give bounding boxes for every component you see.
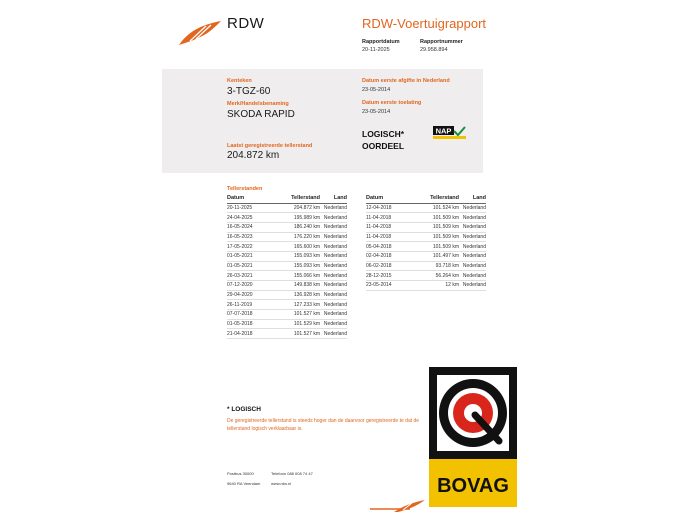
row-date: 16-05-2024 <box>227 222 273 232</box>
row-country: Nederland <box>320 251 347 261</box>
odometer-section-title: Tellerstanden <box>227 186 263 192</box>
row-country: Nederland <box>320 232 347 242</box>
row-date: 28-12-2015 <box>366 271 412 281</box>
address-phone: Telefoon 088 008 74 47 <box>271 471 313 476</box>
row-odometer: 204.872 km <box>273 203 320 213</box>
odometer-row <box>227 271 347 281</box>
verdict-line-1: LOGISCH* <box>362 129 405 139</box>
row-country: Nederland <box>320 222 347 232</box>
odometer-row <box>366 203 486 213</box>
odometer-row <box>227 261 347 271</box>
col-country-header: Land <box>320 194 347 203</box>
nap-logo-icon <box>433 126 466 139</box>
row-date: 01-05-2021 <box>227 251 273 261</box>
row-odometer: 195.989 km <box>273 213 320 223</box>
row-date: 16-05-2023 <box>227 232 273 242</box>
odometer-header-row <box>227 194 347 203</box>
row-country: Nederland <box>320 203 347 213</box>
row-date: 24-04-2025 <box>227 213 273 223</box>
odometer-row <box>366 261 486 271</box>
odometer-table-left <box>227 194 347 339</box>
report-date: 20-11-2025 <box>362 47 390 53</box>
verdict <box>362 128 404 152</box>
report-number: 29.958.894 <box>420 47 448 53</box>
row-odometer: 127.233 km <box>273 300 320 310</box>
row-date: 11-04-2018 <box>366 213 412 223</box>
row-odometer: 101.509 km <box>412 242 459 252</box>
row-date: 07-12-2020 <box>227 281 273 291</box>
report-title: RDW-Voertuigrapport <box>362 16 487 31</box>
row-country: Nederland <box>459 251 486 261</box>
odometer-row <box>227 310 347 320</box>
row-date: 07-07-2018 <box>227 310 273 320</box>
row-country: Nederland <box>320 300 347 310</box>
row-date: 06-02-2018 <box>366 261 412 271</box>
odometer-row <box>366 232 486 242</box>
odometer-rows-right <box>366 203 486 290</box>
rdw-footer-mark-icon <box>370 499 426 513</box>
odometer-row <box>227 213 347 223</box>
first-nl-label: Datum eerste afgifte in Nederland <box>362 78 450 84</box>
row-odometer: 165.600 km <box>273 242 320 252</box>
col-date-header: Datum <box>366 194 412 203</box>
make-label: Merk/Handelsbenaming <box>227 101 289 107</box>
row-date: 29-04-2020 <box>227 290 273 300</box>
odometer-row <box>366 251 486 261</box>
odometer-row <box>227 319 347 329</box>
row-country: Nederland <box>459 232 486 242</box>
row-odometer: 101.509 km <box>412 232 459 242</box>
row-country: Nederland <box>459 242 486 252</box>
row-odometer: 101.527 km <box>273 329 320 339</box>
row-odometer: 155.093 km <box>273 251 320 261</box>
odometer-row <box>366 242 486 252</box>
last-odometer-label: Laatst geregistreerde tellerstand <box>227 143 313 149</box>
address-line-2: 9640 RA Veendam <box>227 481 261 486</box>
col-date-header: Datum <box>227 194 273 203</box>
plate-value: 3-TGZ-60 <box>227 86 271 97</box>
row-country: Nederland <box>459 222 486 232</box>
brand-name: RDW <box>227 15 265 32</box>
row-country: Nederland <box>459 213 486 223</box>
row-odometer: 93.718 km <box>412 261 459 271</box>
row-odometer: 149.838 km <box>273 281 320 291</box>
odometer-row <box>366 281 486 291</box>
row-odometer: 101.527 km <box>273 310 320 320</box>
row-country: Nederland <box>320 329 347 339</box>
row-country: Nederland <box>320 281 347 291</box>
odometer-row <box>227 300 347 310</box>
row-odometer: 56.264 km <box>412 271 459 281</box>
row-country: Nederland <box>320 319 347 329</box>
report-date-label: Rapportdatum <box>362 39 400 45</box>
row-odometer: 101.509 km <box>412 222 459 232</box>
first-nl-value: 23-05-2014 <box>362 87 391 93</box>
row-country: Nederland <box>320 310 347 320</box>
row-odometer: 101.509 km <box>412 213 459 223</box>
col-country-header: Land <box>459 194 486 203</box>
odometer-header-row <box>366 194 486 203</box>
row-date: 11-04-2018 <box>366 222 412 232</box>
address-web[interactable]: www.rdw.nl <box>271 481 292 486</box>
odometer-row <box>227 242 347 252</box>
row-date: 01-05-2018 <box>227 319 273 329</box>
footnote-title: * LOGISCH <box>227 406 261 413</box>
row-country: Nederland <box>320 213 347 223</box>
row-odometer: 155.093 km <box>273 261 320 271</box>
row-odometer: 101.524 km <box>412 203 459 213</box>
nap-logo-text: NAP <box>435 126 452 136</box>
first-admission-label: Datum eerste toelating <box>362 100 422 106</box>
odometer-rows-left <box>227 203 347 339</box>
row-date: 26-11-2019 <box>227 300 273 310</box>
row-date: 17-05-2022 <box>227 242 273 252</box>
row-country: Nederland <box>459 203 486 213</box>
row-country: Nederland <box>320 261 347 271</box>
row-odometer: 12 km <box>412 281 459 291</box>
row-odometer: 186.240 km <box>273 222 320 232</box>
row-date: 01-05-2021 <box>227 261 273 271</box>
row-odometer: 176.220 km <box>273 232 320 242</box>
odometer-row <box>366 213 486 223</box>
row-date: 12-04-2018 <box>366 203 412 213</box>
odometer-row <box>227 251 347 261</box>
plate-label: Kenteken <box>227 78 252 84</box>
row-country: Nederland <box>320 271 347 281</box>
row-odometer: 155.066 km <box>273 271 320 281</box>
row-date: 26-03-2021 <box>227 271 273 281</box>
row-date: 02-04-2018 <box>366 251 412 261</box>
odometer-row <box>227 222 347 232</box>
row-country: Nederland <box>459 281 486 291</box>
row-country: Nederland <box>320 242 347 252</box>
footnote-text: De geregistreerde tellerstand is steeds hoger dan de daarvoor geregistreerde te dat de tellerstand logisch verklaarbaar is. <box>227 418 420 432</box>
col-odometer-header: Tellerstand <box>412 194 459 203</box>
row-date: 11-04-2018 <box>366 232 412 242</box>
verdict-line-2: OORDEEL <box>362 141 405 151</box>
row-date: 23-05-2014 <box>366 281 412 291</box>
row-odometer: 101.497 km <box>412 251 459 261</box>
row-date: 20-11-2025 <box>227 203 273 213</box>
last-odometer-value: 204.872 km <box>227 150 280 161</box>
first-admission-value: 23-05-2014 <box>362 109 391 115</box>
row-country: Nederland <box>459 261 486 271</box>
row-date: 05-04-2018 <box>366 242 412 252</box>
vehicle-summary-panel <box>162 69 483 173</box>
odometer-row <box>227 329 347 339</box>
odometer-row <box>227 290 347 300</box>
odometer-table-right <box>366 194 486 291</box>
bovag-label: BOVAG <box>437 475 509 497</box>
address-line-1: Postbus 30000 <box>227 471 254 476</box>
report-number-label: Rapportnummer <box>420 39 463 45</box>
row-country: Nederland <box>320 290 347 300</box>
make-value: SKODA RAPID <box>227 109 295 120</box>
odometer-row <box>227 203 347 213</box>
col-odometer-header: Tellerstand <box>273 194 320 203</box>
odometer-row <box>366 222 486 232</box>
row-odometer: 101.529 km <box>273 319 320 329</box>
odometer-row <box>366 271 486 281</box>
odometer-row <box>227 281 347 291</box>
bovag-logo-icon <box>429 367 517 507</box>
row-date: 21-04-2018 <box>227 329 273 339</box>
row-country: Nederland <box>459 271 486 281</box>
rdw-logo-icon <box>178 20 222 46</box>
row-odometer: 136.928 km <box>273 290 320 300</box>
odometer-row <box>227 232 347 242</box>
